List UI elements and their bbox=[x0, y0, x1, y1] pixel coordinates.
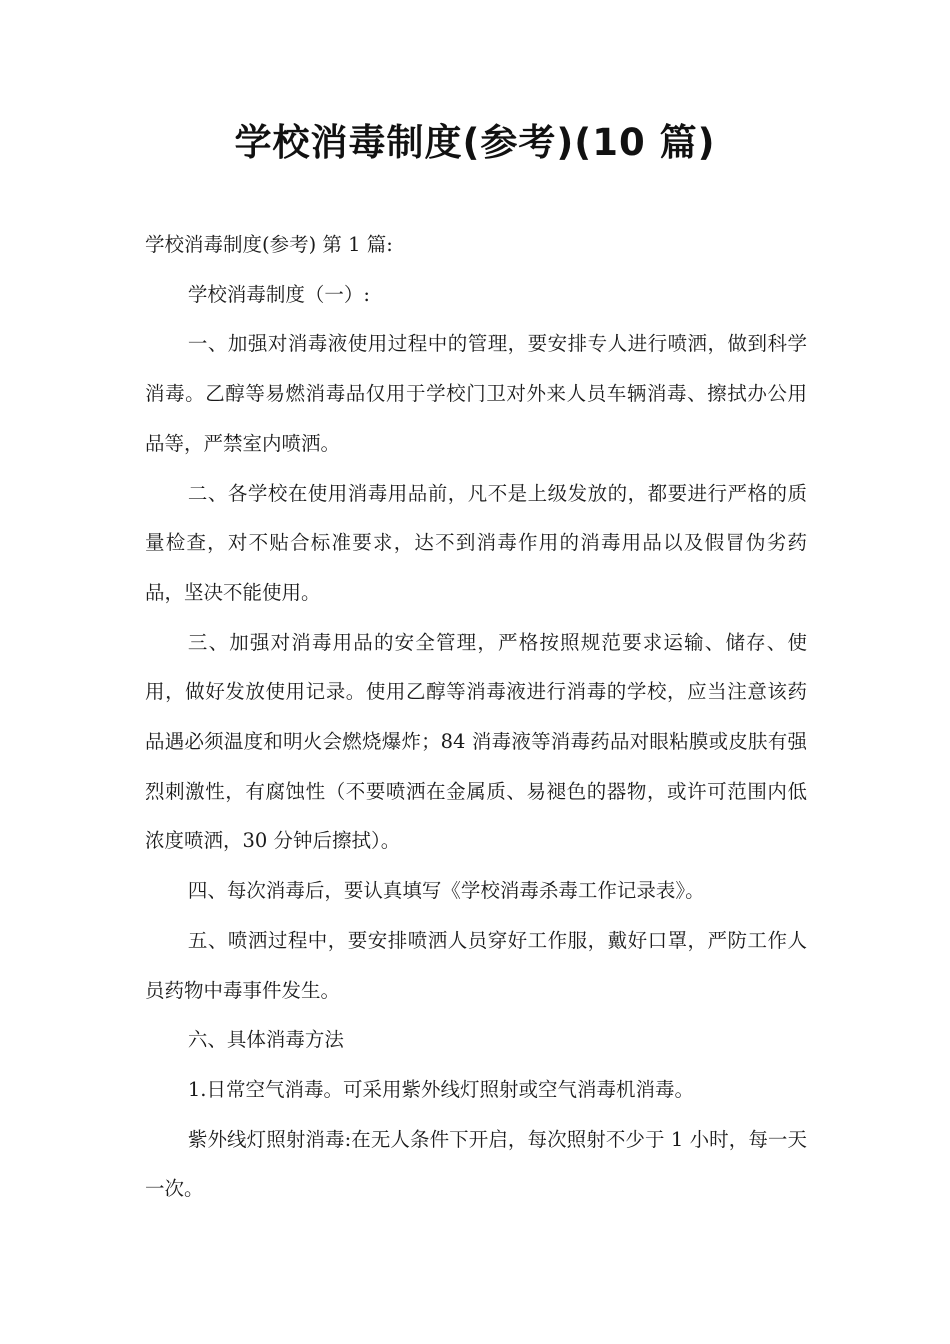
paragraph-item-4: 四、每次消毒后，要认真填写《学校消毒杀毒工作记录表》。 bbox=[187, 879, 705, 903]
paragraph-item-5: 五、喷洒过程中，要安排喷洒人员穿好工作服，戴好口罩，严防工作人员药物中毒事件发生。 bbox=[145, 928, 807, 1002]
paragraph-uv-disinfection: 紫外线灯照射消毒:在无人条件下开启，每次照射不少于 1 小时，每一天一次。 bbox=[145, 1127, 807, 1201]
subsection-heading: 学校消毒制度（一）: bbox=[187, 282, 370, 306]
paragraph-item-1: 一、加强对消毒液使用过程中的管理，要安排专人进行喷洒，做到科学消毒。乙醇等易燃消毒品仅用于学校门卫对外来人员车辆消毒、擦拭办公用品等，严禁室内喷洒。 bbox=[145, 332, 807, 455]
paragraph-item-2: 二、各学校在使用消毒用品前，凡不是上级发放的，都要进行严格的质量检查，对不贴合标准要求，达不到消毒作用的消毒用品以及假冒伪劣药品，坚决不能使用。 bbox=[145, 481, 807, 604]
paragraph-method-1: 1.日常空气消毒。可采用紫外线灯照射或空气消毒机消毒。 bbox=[187, 1077, 694, 1101]
section-heading: 学校消毒制度(参考) 第 1 篇: bbox=[145, 233, 393, 256]
document-title: 学校消毒制度(参考)(10 篇) bbox=[234, 121, 716, 164]
paragraph-item-3: 三、加强对消毒用品的安全管理，严格按照规范要求运输、储存、使用，做好发放使用记录。使用乙醇等消毒液进行消毒的学校，应当注意该药品遇必须温度和明火会燃烧爆炸；84 消毒液等消毒药品对眼粘膜或皮肤有强烈刺激性，有腐蚀性（不要喷洒在金属质、易褪色的器物，或许可范围内低浓度喷洒，30 分钟后擦拭）。 bbox=[145, 630, 807, 853]
paragraph-item-6: 六、具体消毒方法 bbox=[187, 1028, 344, 1052]
document-body bbox=[145, 220, 807, 1214]
